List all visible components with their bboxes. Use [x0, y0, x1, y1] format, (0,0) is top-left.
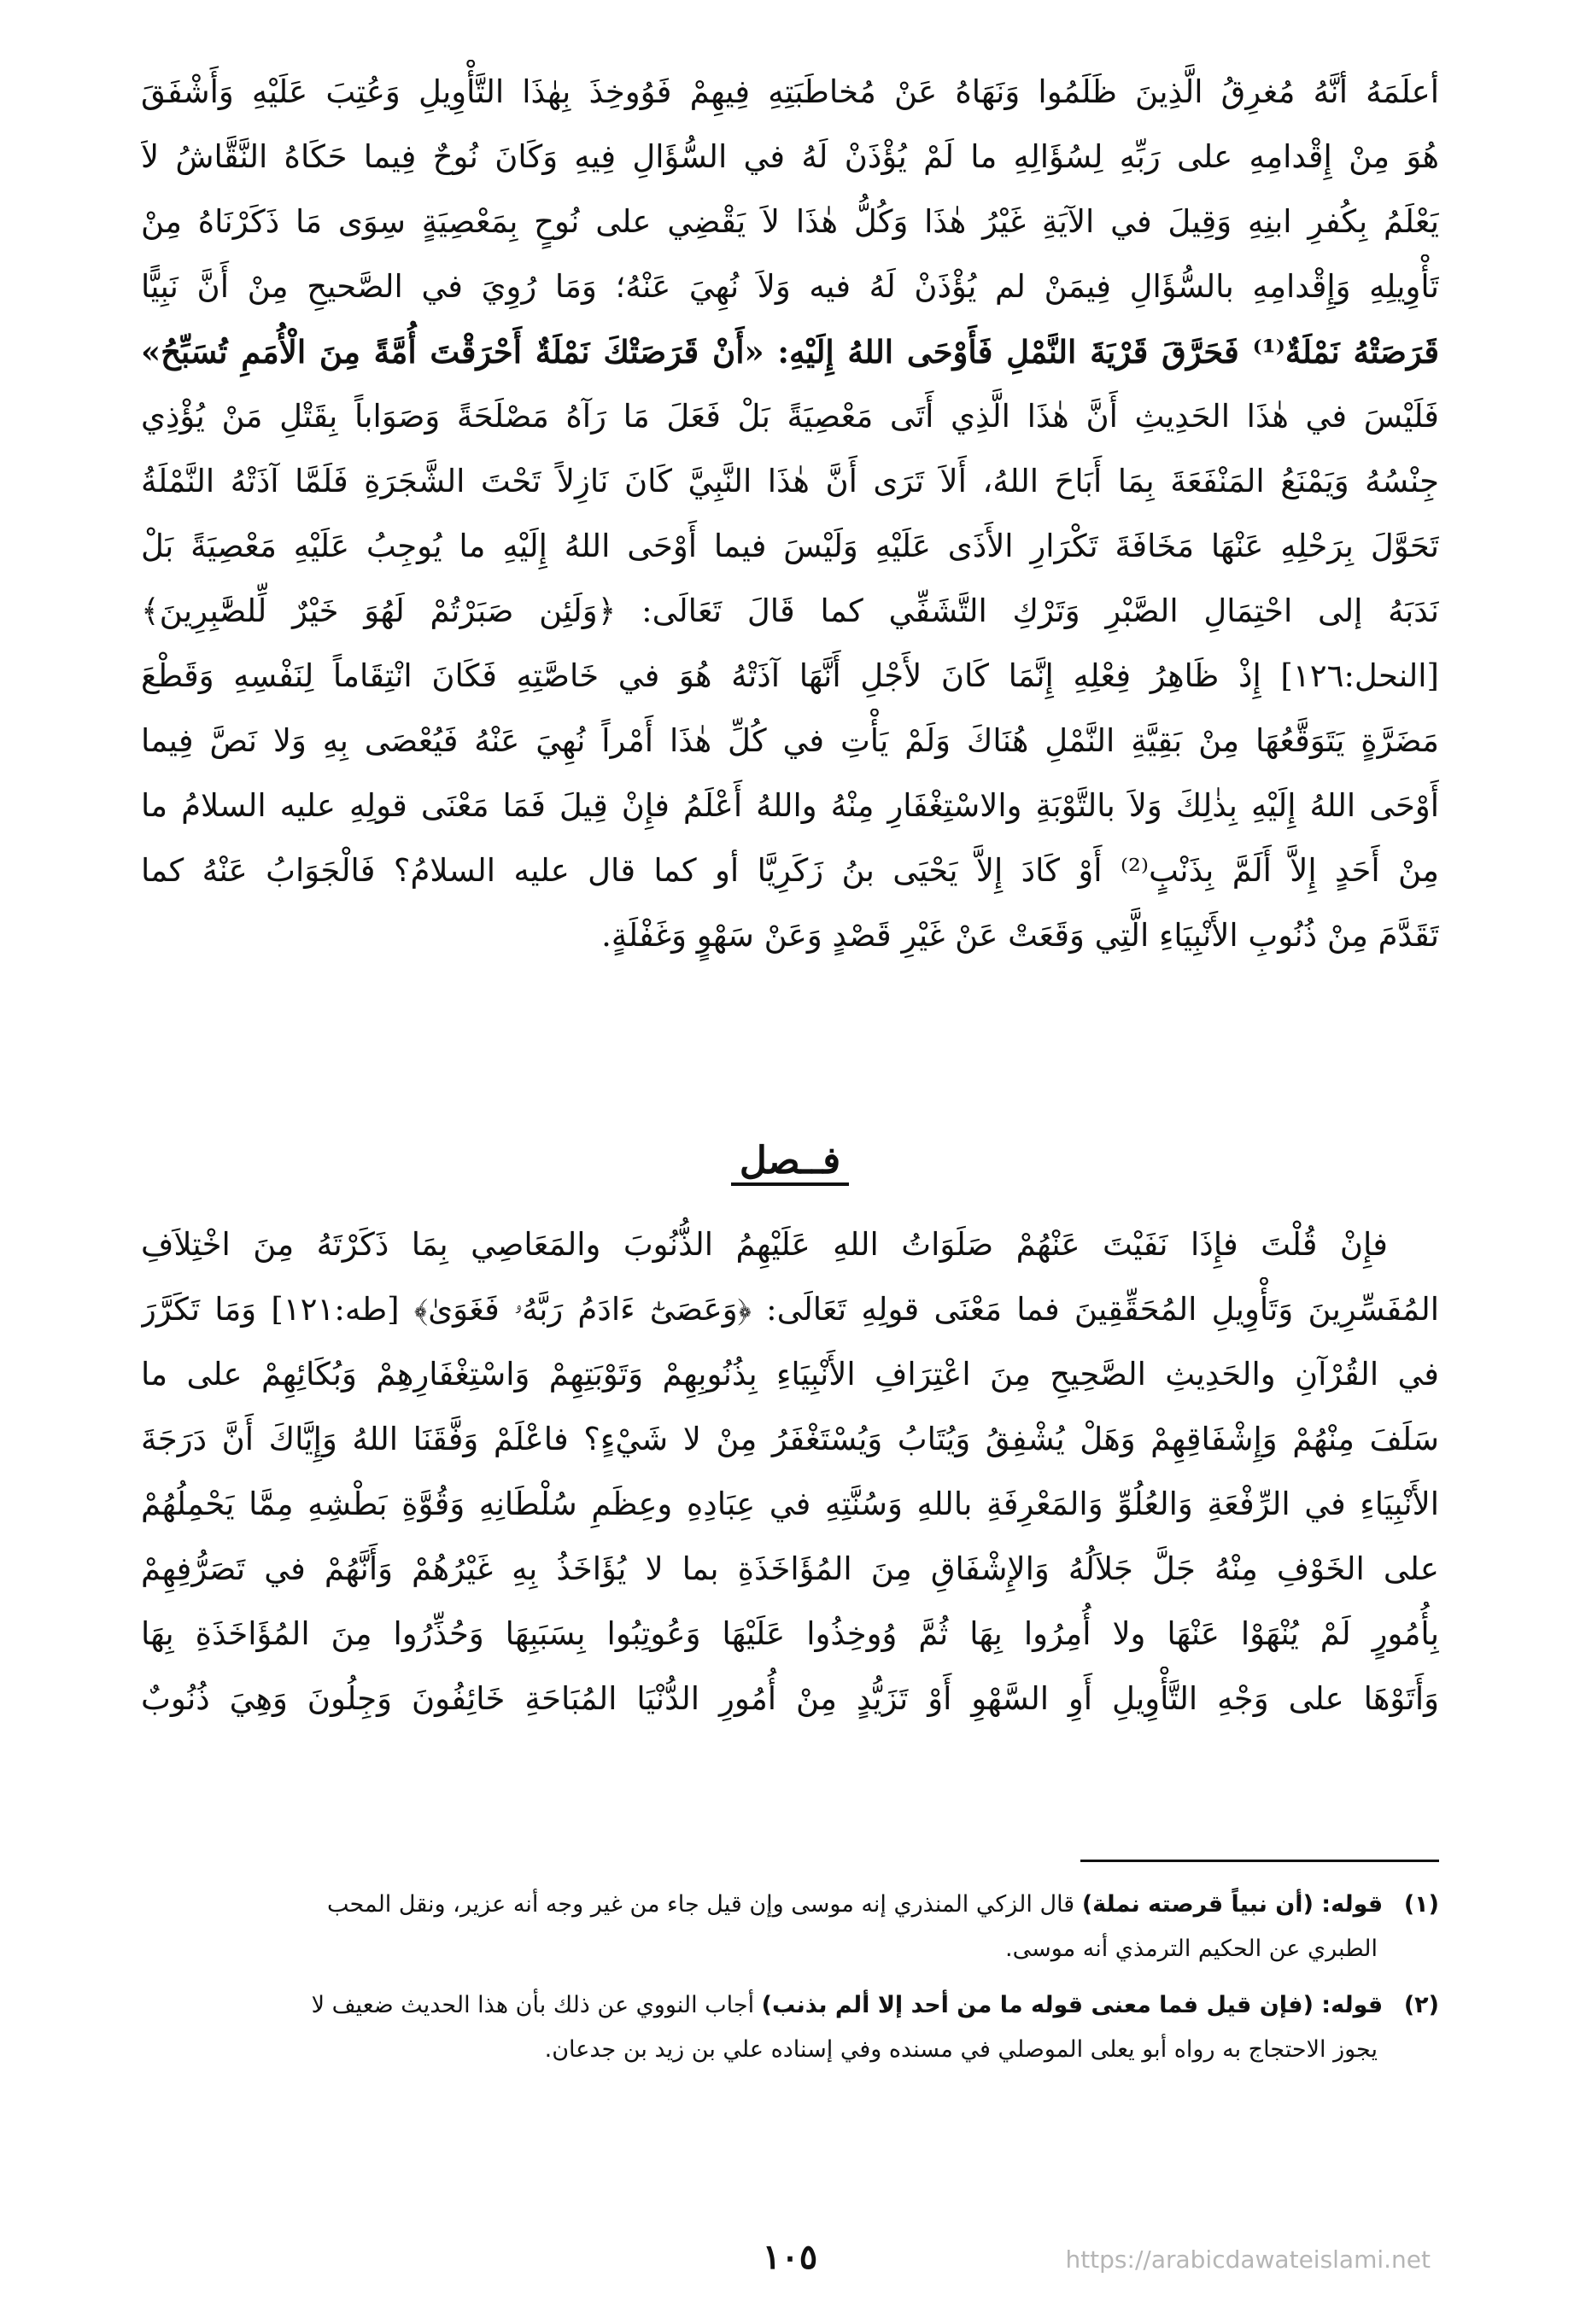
watermark-url: https://arabicdawateislami.net: [1065, 2245, 1431, 2274]
text-line: تَحَوَّلَ بِرَحْلِهِ عَنْهَا مَخَافَةَ تَكْرَارِ الأَذَى عَلَيْهِ وَلَيْسَ فيما أَوْحَى اللهُ إِلَيْهِ ما يُوجِبُ عَلَيْهِ مَعْصِيَةً بَلْ: [141, 528, 1439, 564]
text-line: المُفَسِّرِينَ وَتَأْوِيلِ المُحَقِّقِينَ فما مَعْنَى قولِهِ تَعَالَى: ﴿وَعَصَىٰٓ ءَادَمُ رَبَّهُۥ فَغَوَىٰ﴾ [طه:١٢١] وَمَا تَكَرَّرَ: [141, 1291, 1439, 1328]
footnotes: [141, 1883, 1439, 2084]
text-line: في القُرْآنِ والحَدِيثِ الصَّحِيحِ مِنَ اعْتِرَافِ الأَنْبِيَاءِ بِذُنُوبِهِمْ وَتَوْبَتِهِمْ وَاسْتِغْفَارِهِمْ وَبُكَائِهِمْ على ما: [141, 1356, 1439, 1393]
text-line: الأَنْبِيَاءِ في الرِّفْعَةِ وَالعُلُوِّ وَالمَعْرِفَةِ باللهِ وَسُنَّتِهِ في عِبَادِهِ وعِظَمِ سُلْطَانِهِ وَقُوَّةِ بَطْشِهِ مِمَّا يَحْمِلُهُمْ: [141, 1486, 1439, 1522]
text-line: تَأْوِيلِهِ وَإِقْدامِهِ بالسُّؤَالِ فِيمَنْ لم يُؤْذَنْ لَهُ فيه وَلاَ نُهِيَ عَنْهُ؛ وَمَا رُوِيَ في الصَّحيحِ مِنْ أَنَّ نَبِيًّا: [141, 268, 1439, 305]
footnote-continuation: الطبري عن الحكيم الترمذي أنه موسى.: [1005, 1936, 1378, 1962]
footnote-lead: قوله: (أن نبياً قرصته نملة): [1081, 1891, 1384, 1918]
footnote-1: [141, 1883, 1439, 1971]
text-line: سَلَفَ مِنْهُمْ وَإِشْفَاقِهِمْ وَهَلْ يُشْفِقُ وَيُتَابُ وَيُسْتَغْفَرُ مِنْ لا شَيْءٍ؟ فاعْلَمْ وَفَّقَنَا اللهُ وَإِيَّاكَ أَنَّ دَرَجَةَ: [141, 1421, 1439, 1457]
text-line: فإِنْ قُلْتَ فإِذَا نَفَيْتَ عَنْهُمْ صَلَوَاتُ اللهِ عَلَيْهِمُ الذُّنُوبَ والمَعَاصِي بِمَا ذَكَرْتَهُ مِنَ اخْتِلاَفِ: [141, 1226, 1388, 1263]
footnote-lead: قوله: (فإن قيل فما معنى قوله ما من أحد إلا ألم بذنب): [761, 1992, 1384, 2018]
footnote-text: قال الزكي المنذري إنه موسى وإن قيل جاء من غير وجه أنه عزير، ونقل المحب: [327, 1891, 1075, 1918]
footnote-divider: [1080, 1860, 1439, 1862]
text-line: وَأَتَوْهَا على وَجْهِ التَّأْوِيلِ أَوِ السَّهْوِ أَوْ تَزَيُّدٍ مِنْ أُمُورِ الدُّنْيَا المُبَاحَةِ خَائِفُونَ وَجِلُونَ وَهِيَ ذُنُوبٌ: [141, 1680, 1439, 1717]
text-line: مِنْ أَحَدٍ إِلاَّ أَلَمَّ بِذَنْبٍ⁽²⁾ أَوْ كَادَ إِلاَّ يَحْيَى بنُ زَكَرِيَّا أو كما قال عليه السلامُ؟ فَالْجَوَابُ عَنْهُ كما: [141, 852, 1439, 889]
footnote-number: (١): [1403, 1891, 1439, 1918]
section-heading: [0, 1136, 1580, 1187]
main-text: [141, 60, 1439, 968]
text-line: مَضَرَّةٍ يَتَوَقَّعُهَا مِنْ بَقِيَّةِ النَّمْلِ هُنَاكَ وَلَمْ يَأْتِ في كُلِّ هٰذَا أَمْراً نُهِيَ عَنْهُ فَيُعْصَى بِهِ وَلا نَصَّ فِيما: [141, 722, 1439, 759]
text-line: هُوَ مِنْ إِقْدامِهِ على رَبِّهِ لِسُؤَالِهِ ما لَمْ يُؤْذَنْ لَهُ في السُّؤَالِ فِيهِ وَكَانَ نُوحٌ فِيما حَكَاهُ النَّقَّاشُ لاَ: [141, 138, 1439, 175]
footnote-number: (٢): [1403, 1992, 1439, 2018]
footnote-2: [141, 1983, 1439, 2072]
text-line: بِأُمُورٍ لَمْ يُنْهَوْا عَنْهَا ولا أُمِرُوا بِهَا ثُمَّ وُوخِذُوا عَلَيْهَا وَعُوتِبُوا بِسَبَبِهَا وَحُذِّرُوا مِنَ المُؤَاخَذَةِ بِهَا: [141, 1615, 1439, 1652]
text-line: جِنْسُهُ وَيَمْنَعُ المَنْفَعَةَ بِمَا أَبَاحَ اللهُ، أَلاَ تَرَى أَنَّ هٰذَا النَّبِيَّ كَانَ نَازِلاً تَحْتَ الشَّجَرَةِ فَلَمَّا آذَتْهُ النَّمْلَةُ: [141, 463, 1439, 499]
footnote-continuation: يجوز الاحتجاج به رواه أبو يعلى الموصلي في مسنده وفي إسناده علي بن زيد بن جدعان.: [544, 2036, 1378, 2063]
section-heading-text: فــصل: [731, 1139, 849, 1186]
text-line: أعلَمَهُ أنَّهُ مُغرِقُ الَّذِينَ ظَلَمُوا وَنَهَاهُ عَنْ مُخاطَبَتِهِ فِيهِمْ فَوُوخِذَ بِهٰذَا التَّأْوِيلِ وَعُتِبَ عَلَيْهِ وَأَشْفَقَ: [141, 73, 1439, 110]
text-line: قَرَصَتْهُ نَمْلَةٌ⁽¹⁾ فَحَرَّقَ قَرْيَةَ النَّمْلِ فَأَوْحَى اللهُ إِلَيْهِ: «أَنْ قَرَصَتْكَ نَمْلَةٌ أَحْرَقْتَ أُمَّةً مِنَ الْأُمَمِ تُسَبِّحُ»: [141, 333, 1439, 371]
page-number: ١٠٥: [762, 2237, 818, 2277]
text-line: فَلَيْسَ في هٰذَا الحَدِيثِ أَنَّ هٰذَا الَّذِي أَتَى مَعْصِيَةً بَلْ فَعَلَ مَا رَآهُ مَصْلَحَةً وَصَوَاباً بِقَتْلِ مَنْ يُؤْذِي: [141, 398, 1439, 435]
text-line: تَقَدَّمَ مِنْ ذُنُوبِ الأَنْبِيَاءِ الَّتِي وَقَعَتْ عَنْ غَيْرِ قَصْدٍ وَعَنْ سَهْوٍ وَغَفْلَةٍ.: [601, 917, 1439, 954]
text-line: [النحل:١٢٦] إِذْ ظَاهِرُ فِعْلِهِ إِنَّمَا كَانَ لأَجْلِ أَنَّهَا آذَتْهُ هُوَ في خَاصَّتِهِ فَكَانَ انْتِقَاماً لِنَفْسِهِ وَقَطْعَ: [141, 657, 1439, 694]
text-line: نَدَبَهُ إلى احْتِمَالِ الصَّبْرِ وَتَرْكِ التَّشَفِّي كما قَالَ تَعَالَى: ﴿وَلَئِن صَبَرْتُمْ لَهُوَ خَيْرٌ لِّلصَّٰبِرِينَ﴾: [141, 593, 1439, 629]
section-text: [141, 1212, 1439, 1731]
footnote-text: أجاب النووي عن ذلك بأن هذا الحديث ضعيف لا: [311, 1992, 755, 2018]
text-line: يَعْلَمُ بِكُفرِ ابنِهِ وَقِيلَ في الآيَةِ غَيْرُ هٰذَا وَكُلُّ هٰذَا لاَ يَقْضِي على نُوحٍ بِمَعْصِيَةٍ سِوَى مَا ذَكَرْنَاهُ مِنْ: [141, 203, 1439, 240]
text-line: على الخَوْفِ مِنْهُ جَلَّ جَلاَلُهُ وَالإِشْفَاقِ مِنَ المُؤَاخَذَةِ بما لا يُؤَاخَذُ بِهِ غَيْرُهُمْ وَأَنَّهُمْ في تَصَرُّفِهِمْ: [141, 1550, 1439, 1587]
text-line: أَوْحَى اللهُ إِلَيْهِ بِذٰلِكَ وَلاَ بالتَّوْبَةِ والاسْتِغْفَارِ مِنْهُ واللهُ أَعْلَمُ فإِنْ قِيلَ فَمَا مَعْنَى قولِهِ عليه السلامُ ما: [141, 787, 1439, 824]
